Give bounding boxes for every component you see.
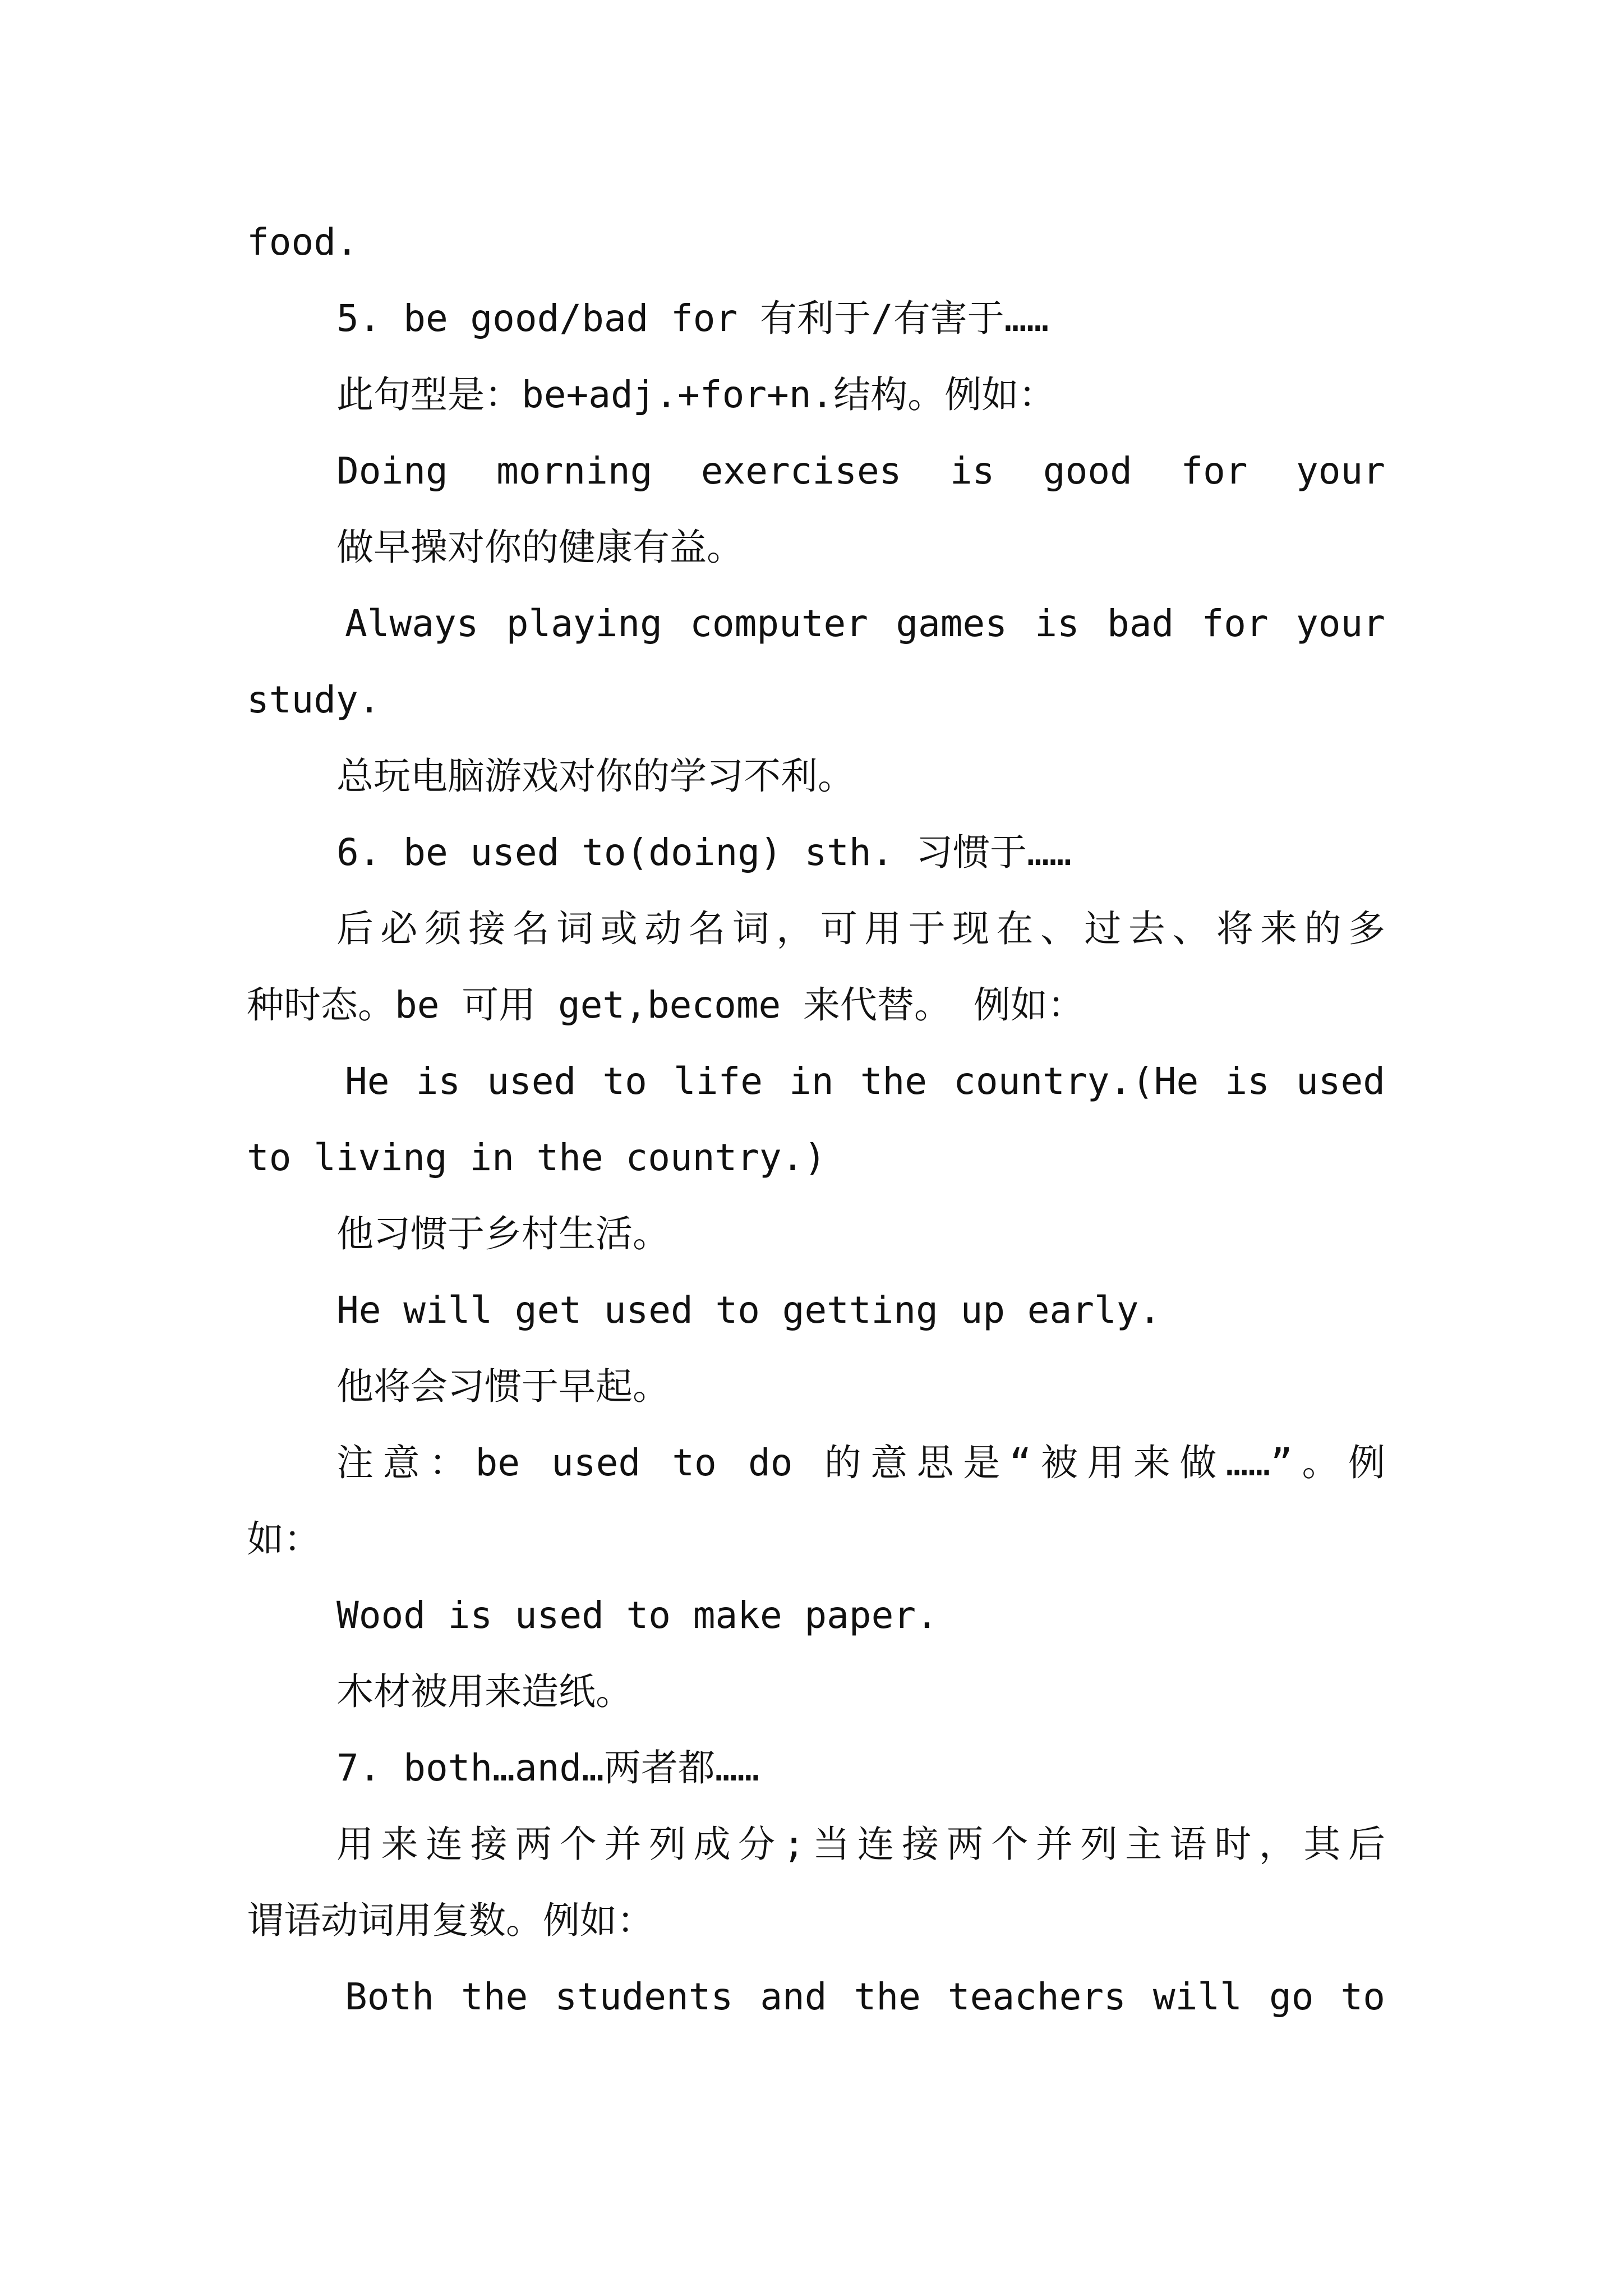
example-sentence: Always playing computer games is bad for your bbox=[345, 602, 1385, 645]
example-sentence: He is used to life in the country.(He is used bbox=[345, 1060, 1385, 1103]
text-line: 此句型是：be+adj.+for+n.结构。例如： bbox=[336, 373, 1056, 416]
text-line: 如： bbox=[247, 1517, 321, 1561]
text-line: 用来连接两个并列成分;当连接两个并列主语时，其后 bbox=[336, 1823, 1385, 1866]
note-line: 注意：be used to do 的意思是“被用来做……”。例 bbox=[336, 1441, 1385, 1484]
text-line: to living in the country.) bbox=[247, 1136, 827, 1179]
example-sentence: He will get used to getting up early. bbox=[336, 1289, 1161, 1332]
translation-line: 木材被用来造纸。 bbox=[336, 1670, 633, 1713]
example-sentence: Doing morning exercises is good for your bbox=[336, 449, 1385, 493]
text-line: food. bbox=[247, 220, 358, 264]
text-line: 后必须接名词或动名词，可用于现在、过去、将来的多 bbox=[336, 907, 1385, 950]
section-heading-5: 5. be good/bad for 有利于/有害于…… bbox=[336, 297, 1049, 340]
text-line: study. bbox=[247, 678, 381, 721]
translation-line: 做早操对你的健康有益。 bbox=[336, 526, 744, 569]
example-sentence: Wood is used to make paper. bbox=[336, 1594, 938, 1637]
text-line: 谓语动词用复数。例如： bbox=[247, 1899, 654, 1942]
translation-line: 他习惯于乡村生活。 bbox=[336, 1212, 670, 1255]
example-sentence: Both the students and the teachers will go to bbox=[345, 1975, 1385, 2018]
translation-line: 他将会习惯于早起。 bbox=[336, 1365, 670, 1408]
translation-line: 总玩电脑游戏对你的学习不利。 bbox=[336, 754, 855, 798]
text-line: 种时态。be 可用 get,become 来代替。 例如： bbox=[247, 983, 1085, 1027]
section-heading-6: 6. be used to(doing) sth. 习惯于…… bbox=[336, 831, 1072, 874]
section-heading-7: 7. both…and…两者都…… bbox=[336, 1746, 760, 1789]
